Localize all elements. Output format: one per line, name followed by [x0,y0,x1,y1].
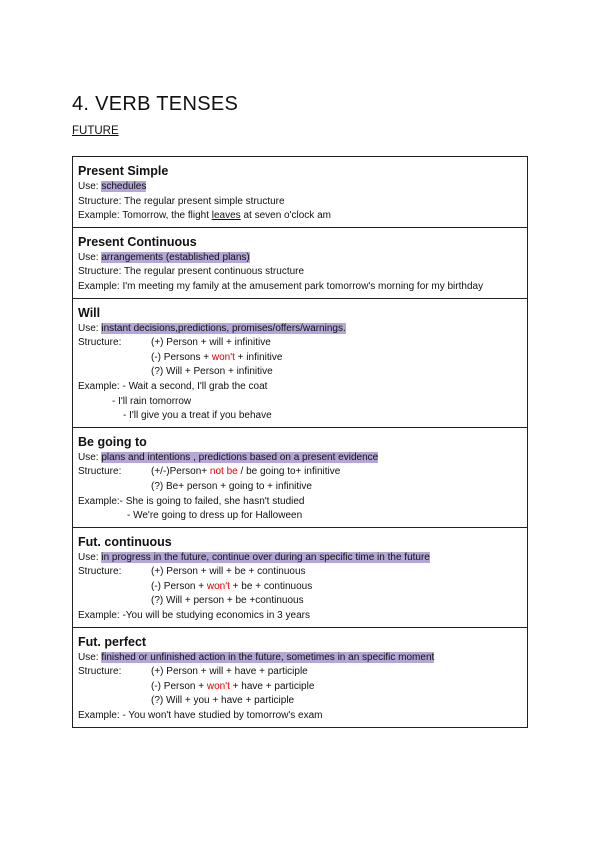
example-line: - I'll rain tomorrow [112,395,192,407]
use-label: Use: [78,651,102,663]
structure-line [78,665,522,680]
tense-cell [73,298,528,427]
tense-row-be-going-to [73,427,528,527]
tense-name: Be going to [78,434,147,449]
use-line [78,180,522,195]
tense-name: Present Simple [78,164,169,178]
use-label: Use: [78,322,102,334]
use-text: arrangements (established plans) [101,251,250,263]
use-label: Use: [78,181,102,192]
tense-row-will [73,298,528,427]
use-line [78,551,522,566]
structure-question: (?) Will + Person + infinitive [151,366,273,378]
structure-negative [78,580,522,595]
use-text: instant decisions,predictions, promises/offers/warnings. [101,322,346,334]
tense-row-present-continuous [73,227,528,298]
tense-cell [73,227,528,298]
example-keyword: leaves [211,210,241,222]
tense-cell [73,427,528,527]
structure-question: (?) Will + person + be +continuous [151,595,304,607]
structure-line: Structure: The regular present continuous structure [78,266,305,278]
tense-cell [73,157,528,228]
use-text: finished or unfinished action in the future, sometimes in an specific moment [101,651,435,663]
structure-label: Structure: [78,566,122,578]
structure-text: + be + continuous [229,580,313,592]
structure-positive: (+) Person + will + be + continuous [151,566,306,578]
use-line [78,451,522,466]
structure-text: (+/-)Person+ [151,466,210,478]
structure-line [78,565,522,580]
example-line: Example: -You will be studying economics in 3 years [78,610,310,622]
section-subtitle: FUTURE [72,125,119,137]
page-title: 4. VERB TENSES [72,93,239,115]
use-line [78,322,522,337]
tense-row-fut-continuous [73,527,528,627]
structure-label: Structure: [78,337,122,349]
structure-line: Structure: The regular present simple structure [78,195,285,207]
use-label: Use: [78,551,102,563]
use-text: plans and intentions , predictions based on a present evidence [101,451,379,463]
example-line: Example: - Wait a second, I'll grab the coat [78,380,268,392]
structure-question: (?) Will + you + have + participle [151,695,295,707]
structure-label: Structure: [78,666,122,678]
structure-text: + have + participle [229,680,315,692]
example-line: - We're going to dress up for Halloween [127,510,303,522]
negative-word: won't [206,680,230,692]
example-post: at seven o'clock am [240,210,331,222]
use-line [78,651,522,666]
tense-name: Will [78,305,101,320]
negative-word: won't [211,351,235,363]
use-line [78,251,522,266]
structure-text: + infinitive [234,351,283,363]
structure-positive: (+) Person + will + have + participle [151,666,308,678]
example-line: Example: - You won't have studied by tomorrow's exam [78,710,323,722]
negative-word: won't [206,580,230,592]
verb-tenses-table [72,156,528,728]
structure-line [78,465,522,480]
tense-name: Present Continuous [78,234,197,249]
use-text: schedules [101,181,147,192]
structure-line [78,336,522,351]
tense-cell [73,627,528,727]
tense-name: Fut. perfect [78,634,147,649]
use-text: in progress in the future, continue over during an specific time in the future [101,551,430,563]
tense-name: Fut. continuous [78,534,172,549]
structure-positive: (+) Person + will + infinitive [151,337,271,349]
example-pre: Example: Tomorrow, the flight [78,210,212,222]
structure-text: (-) Person + [151,580,207,592]
tense-row-present-simple [73,157,528,228]
tense-row-fut-perfect [73,627,528,727]
example-line: Example:- She is going to failed, she hasn't studied [78,495,305,507]
use-label: Use: [78,451,102,463]
example-line: - I'll give you a treat if you behave [123,410,272,422]
example-line [78,209,522,224]
structure-text: (-) Person + [151,680,207,692]
use-label: Use: [78,251,102,263]
structure-question: (?) Be+ person + going to + infinitive [151,480,312,492]
structure-label: Structure: [78,466,122,478]
structure-text: / be going to+ infinitive [237,466,341,478]
structure-negative [78,680,522,695]
structure-negative [78,351,522,366]
structure-text: (-) Persons + [151,351,212,363]
example-line: Example: I'm meeting my family at the amusement park tomorrow's morning for my birthday [78,280,484,292]
negative-word: not be [209,466,238,478]
tense-cell [73,527,528,627]
